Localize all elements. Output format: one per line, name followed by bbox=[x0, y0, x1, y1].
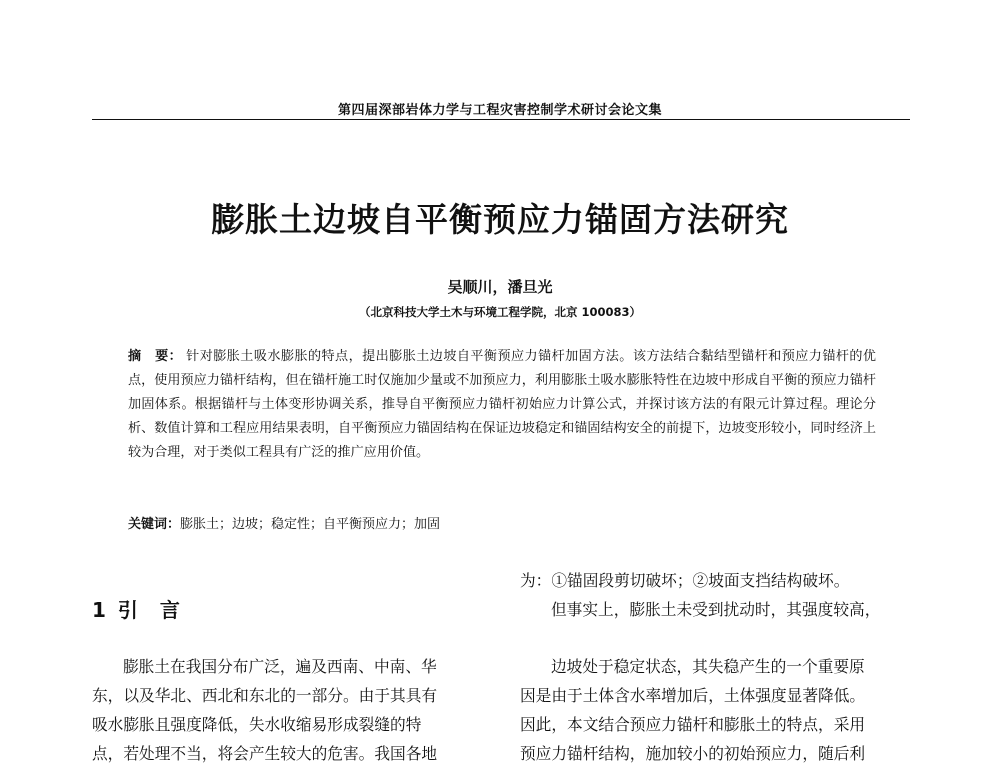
keywords bbox=[128, 513, 876, 537]
left-line: 东，以及华北、西北和东北的一部分。由于其具有 bbox=[92, 686, 438, 705]
right-line: 预应力锚杆结构，施加较小的初始预应力，随后利 bbox=[520, 744, 866, 763]
right-line: 边坡处于稳定状态，其失稳产生的一个重要原 bbox=[551, 657, 865, 676]
paper-title: 膨胀土边坡自平衡预应力锚固方法研究 bbox=[211, 200, 789, 239]
header-rule bbox=[92, 119, 910, 120]
journal-header: 第四届深部岩体力学与工程灾害控制学术研讨会论文集 bbox=[337, 103, 662, 118]
abstract bbox=[128, 345, 876, 465]
authors: 吴顺川，潘旦光 bbox=[447, 278, 553, 296]
right-column-top bbox=[520, 566, 910, 624]
keywords-text: 膨胀土；边坡；稳定性；自平衡预应力；加固 bbox=[180, 517, 441, 532]
abstract-label: 摘 要： bbox=[128, 349, 183, 364]
right-top-line: 为：①锚固段剪切破坏；②坡面支挡结构破坏。 bbox=[520, 571, 850, 590]
right-column bbox=[520, 652, 910, 768]
keywords-label: 关键词： bbox=[128, 517, 181, 532]
right-line: 因是由于土体含水率增加后，土体强度显著降低。 bbox=[520, 686, 866, 705]
left-column bbox=[92, 652, 480, 768]
section-heading bbox=[92, 594, 202, 623]
right-line: 因此，本文结合预应力锚杆和膨胀土的特点，采用 bbox=[520, 715, 866, 734]
left-line: 点，若处理不当，将会产生较大的危害。我国各地 bbox=[92, 744, 438, 763]
left-line: 吸水膨胀且强度降低，失水收缩易形成裂缝的特 bbox=[92, 715, 422, 734]
abstract-text: 针对膨胀土吸水膨胀的特点，提出膨胀土边坡自平衡预应力锚杆加固方法。该方法结合黏结型锚杆和预应力锚杆的优点，使用预应力锚杆结构，但在锚杆施工时仅施加少量或不加预应力，利用膨胀土吸水膨胀特性在边坡中形成自平衡的预应力锚杆加固体系。根据锚杆与土体变形协调关系，推导自平衡预应力锚杆初始应力计算公式，并探讨该方法的有限元计算过程。理论分析、数值计算和工程应用结果表明，自平衡预应力锚固结构在保证边坡稳定和锚固结构安全的前提下，边坡变形较小，同时经济上较为合理，对于类似工程具有广泛的推广应用价值。 bbox=[128, 349, 877, 460]
section-number: 1 bbox=[92, 598, 106, 622]
section-title: 引言 bbox=[117, 598, 202, 622]
affiliation: （北京科技大学土木与环境工程学院，北京 100083） bbox=[358, 305, 641, 319]
right-top-line: 但事实上，膨胀土未受到扰动时，其强度较高， bbox=[551, 600, 881, 619]
left-line: 膨胀土在我国分布广泛，遍及西南、中南、华 bbox=[123, 657, 437, 676]
